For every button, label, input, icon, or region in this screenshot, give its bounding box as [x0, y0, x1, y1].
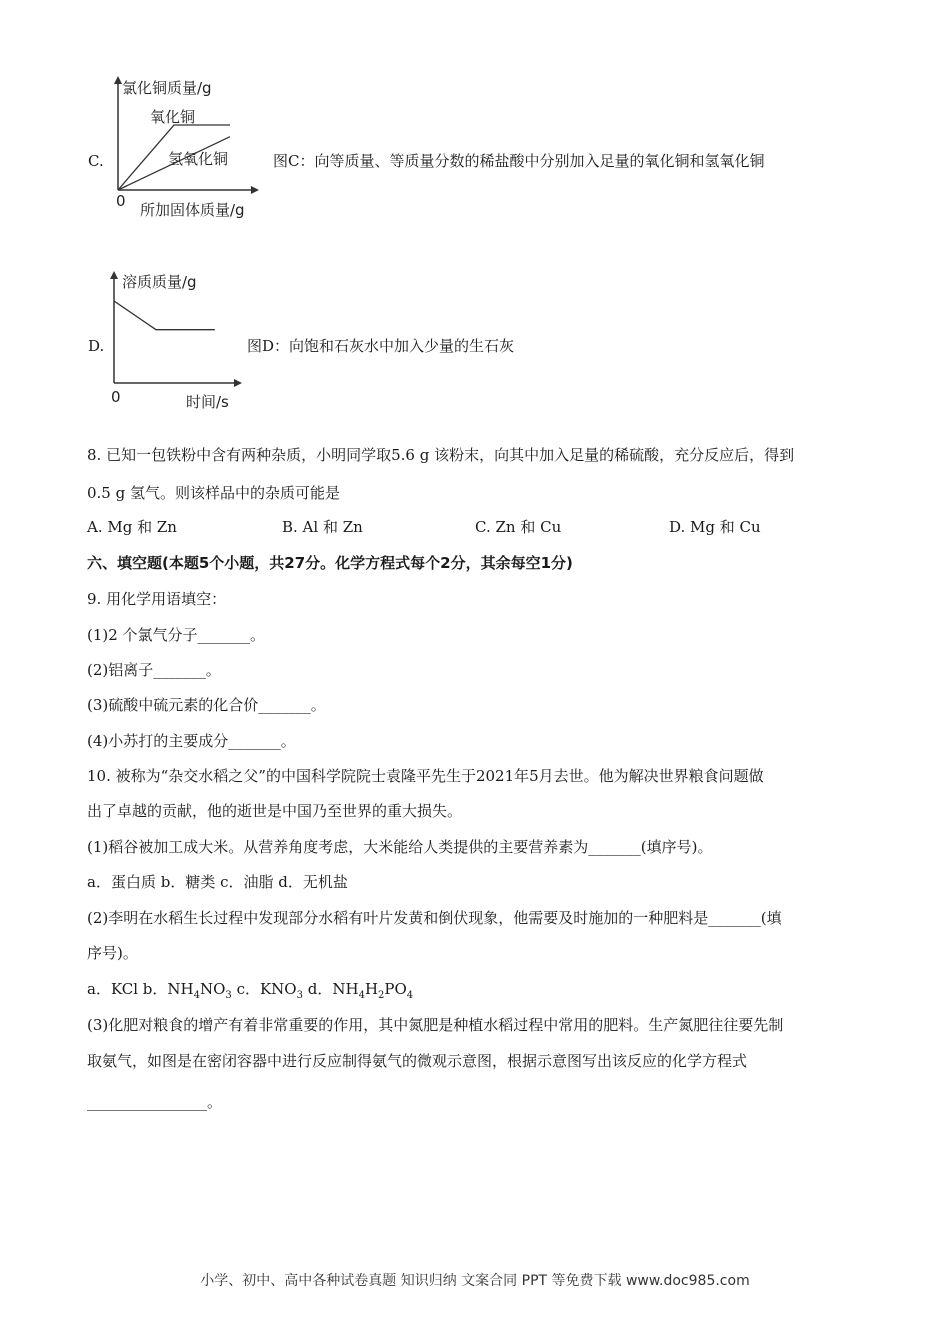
q10-part2-line1: (2)李明在水稻生长过程中发现部分水稻有叶片发黄和倒伏现象，他需要及时施加的一种肥料是_______(填	[87, 909, 782, 927]
q8-stem-line2: 0.5 g 氢气。则该样品中的杂质可能是	[87, 484, 340, 502]
y-axis-arrow	[114, 76, 122, 84]
chart-c-ylabel: 氯化铜质量/g	[122, 79, 212, 97]
q9-item-3: (3)硫酸中硫元素的化合价_______。	[87, 696, 326, 714]
option-d-caption: 图D：向饱和石灰水中加入少量的生石灰	[247, 337, 515, 355]
q9-item-4: (4)小苏打的主要成分_______。	[87, 732, 296, 750]
q8-choice-b: B. Al 和 Zn	[282, 518, 363, 536]
q9-item-1: (1)2 个氯气分子_______。	[87, 626, 266, 644]
chart-c-series-label-cuo: 氧化铜	[150, 108, 196, 126]
footer-text: 小学、初中、高中各种试卷真题 知识归纳 文案合同 PPT 等免费下载 www.doc985.com	[200, 1273, 750, 1289]
q8-choice-c: C. Zn 和 Cu	[475, 518, 562, 536]
chart-d-xlabel: 时间/s	[186, 393, 229, 411]
chart-c-origin: 0	[116, 192, 126, 210]
q9-stem: 9. 用化学用语填空：	[87, 590, 227, 608]
chart-c-series-label-cuoh2: 氢氧化铜	[168, 150, 229, 168]
q9-item-2: (2)铝离子_______。	[87, 661, 221, 679]
q8-choice-d: D. Mg 和 Cu	[669, 518, 761, 536]
q10-part1-options: a．蛋白质 b．糖类 c．油脂 d．无机盐	[87, 873, 348, 891]
q10-part1: (1)稻谷被加工成大米。从营养角度考虑，大米能给人类提供的主要营养素为_______(填序号)。	[87, 838, 713, 856]
q10-stem-line1: 10. 被称为“杂交水稻之父”的中国科学院院士袁隆平先生于2021年5月去世。他为解决世界粮食问题做	[87, 767, 764, 785]
chart-d-origin: 0	[111, 388, 121, 406]
series-line-solute	[114, 301, 215, 330]
q10-part2-line2: 序号)。	[87, 944, 138, 962]
q10-part3-line1: (3)化肥对粮食的增产有着非常重要的作用，其中氮肥是种植水稻过程中常用的肥料。生产氮肥往往要先制	[87, 1016, 784, 1034]
q10-part3-line2: 取氨气，如图是在密闭容器中进行反应制得氨气的微观示意图，根据示意图写出该反应的化学方程式	[87, 1052, 748, 1070]
chart-d	[100, 265, 250, 415]
option-d-label: D.	[88, 337, 105, 355]
section-6-heading: 六、填空题(本题5个小题，共27分。化学方程式每个2分，其余每空1分)	[87, 554, 573, 572]
x-axis-arrow	[234, 379, 242, 387]
q10-part3-line3: ________________。	[87, 1093, 223, 1111]
chart-c	[100, 72, 270, 222]
q10-part2-options: a．KCl b．$NH_4NO_3$ c．$KNO_3$ d．$NH_4H_2PO_4$	[87, 980, 414, 1001]
x-axis-arrow	[251, 186, 259, 194]
option-c-caption: 图C：向等质量、等质量分数的稀盐酸中分别加入足量的氧化铜和氢氧化铜	[273, 152, 765, 170]
y-axis-arrow	[110, 271, 118, 279]
q10-stem-line2: 出了卓越的贡献，他的逝世是中国乃至世界的重大损失。	[87, 802, 463, 820]
option-c-label: C.	[88, 152, 104, 170]
q8-stem-line1: 8. 已知一包铁粉中含有两种杂质，小明同学取5.6 g 该粉末，向其中加入足量的稀硫酸，充分反应后，得到	[87, 446, 795, 464]
chart-c-xlabel: 所加固体质量/g	[140, 201, 245, 219]
q8-choice-a: A. Mg 和 Zn	[87, 518, 177, 536]
chart-d-ylabel: 溶质质量/g	[122, 273, 197, 291]
